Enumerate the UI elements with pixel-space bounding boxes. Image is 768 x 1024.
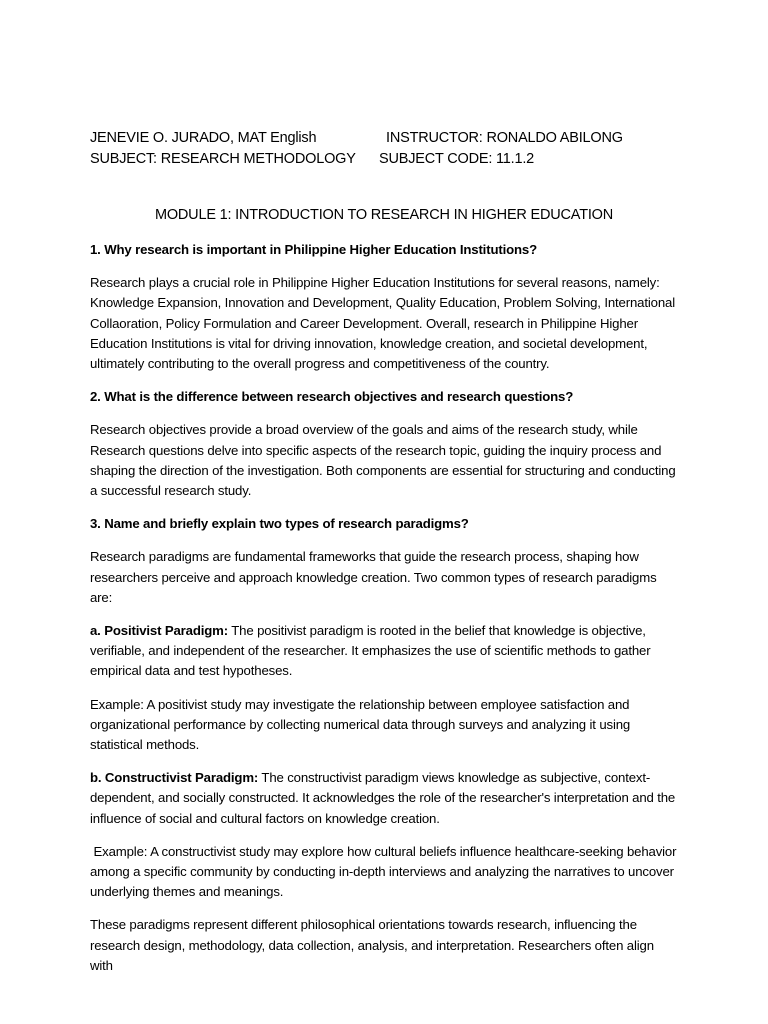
- header-row-1: [90, 128, 690, 149]
- question-2: 2. What is the difference between research objectives and research questions?: [90, 389, 574, 405]
- module-title: MODULE 1: INTRODUCTION TO RESEARCH IN HIGHER EDUCATION: [154, 207, 614, 223]
- positivist-paragraph: [90, 621, 680, 682]
- instructor-name: INSTRUCTOR: RONALDO ABILONG: [386, 130, 623, 146]
- answer-3-intro: Research paradigms are fundamental frameworks that guide the research process, shaping how researchers perceive and approach knowledge creation. Two common types of research paradigms are:: [90, 549, 657, 605]
- document-body: [90, 240, 680, 989]
- positivist-example: Example: A positivist study may investigate the relationship between employee satisfaction and organizational performance by collecting numerical data through surveys and analyzing it using statistical methods.: [90, 696, 631, 753]
- constructivist-example: Example: A constructivist study may explore how cultural beliefs influence healthcare-seeking behavior among a specific community by conducting in-depth interviews and analyzing the narratives to uncover underlying themes and meanings.: [90, 843, 680, 900]
- header-row-2: [90, 149, 690, 170]
- constructivist-label: b. Constructivist Paradigm:: [90, 770, 259, 786]
- positivist-text: The positivist paradigm is rooted in the belief that knowledge is objective, verifiable, and independent of the researcher. It emphasizes the use of scientific methods to gather empirical data and test hypotheses.: [90, 623, 651, 679]
- answer-2: Research objectives provide a broad overview of the goals and aims of the research study, while Research questions delve into specific aspects of the research topic, guiding the inquiry process and shaping the direction of the investigation. Both components are essential for structuring and conducting a successful research study.: [90, 422, 676, 499]
- answer-1: Research plays a crucial role in Philippine Higher Education Institutions for several reasons, namely: Knowledge Expansion, Innovation and Development, Quality Education, Problem Solving, International Collaoration, Policy Formulation and Career Development. Overall, research in Philippine Higher Education Institutions is vital for driving innovation, knowledge creation, and societal development, ultimately contributing to the overall progress and competitiveness of the country.: [90, 275, 675, 372]
- constructivist-text: The constructivist paradigm views knowledge as subjective, context-dependent, and socially constructed. It acknowledges the role of the researcher's interpretation and the influence of social and cultural factors on knowledge creation.: [90, 770, 676, 826]
- constructivist-paragraph: [90, 768, 680, 829]
- positivist-label: a. Positivist Paradigm:: [90, 623, 228, 639]
- question-1: 1. Why research is important in Philippine Higher Education Institutions?: [90, 242, 538, 257]
- subject-code: SUBJECT CODE: 11.1.2: [379, 151, 535, 167]
- conclusion-paragraph: These paradigms represent different philosophical orientations towards research, influencing the research design, methodology, data collection, analysis, and interpretation. Researchers often align with: [90, 917, 654, 973]
- question-3: 3. Name and briefly explain two types of research paradigms?: [90, 516, 469, 532]
- author-name: JENEVIE O. JURADO, MAT English: [90, 130, 317, 146]
- subject-name: SUBJECT: RESEARCH METHODOLOGY: [90, 151, 356, 167]
- document-header: [90, 128, 690, 170]
